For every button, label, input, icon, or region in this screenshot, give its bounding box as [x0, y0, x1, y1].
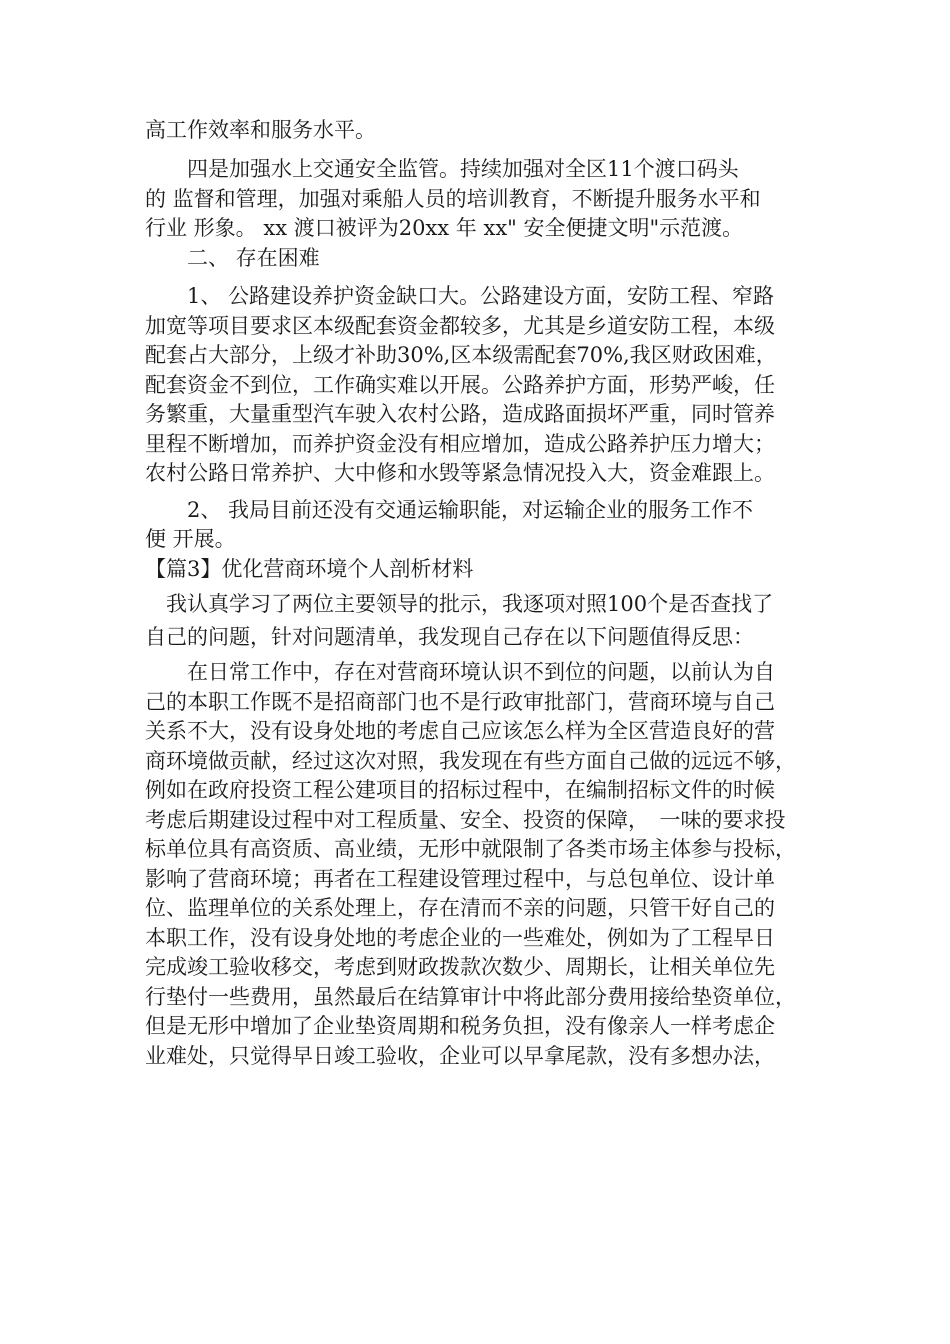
- text-line: 完成竣工验收移交，考虑到财政拨款次数少、周期长，让相关单位先: [145, 955, 775, 979]
- text-line: 例如在政府投资工程公建项目的招标过程中，在编制招标文件的时候: [145, 778, 775, 802]
- text-line: 影响了营商环境；再者在工程建设管理过程中，与总包单位、设计单: [145, 867, 775, 891]
- text-line: 在日常工作中，存在对营商环境认识不到位的问题，以前认为自: [145, 660, 775, 684]
- text-line: 加宽等项目要求区本级配套资金都较多，尤其是乡道安防工程，本级: [145, 314, 775, 338]
- text-line: 里程不断增加，而养护资金没有相应增加，造成公路养护压力增大；: [145, 432, 775, 456]
- text-line: 商环境做贡献，经过这次对照，我发现在有些方面自己做的远远不够，: [145, 749, 796, 773]
- section-heading: 二、 存在困难: [145, 246, 320, 270]
- text-line: 己的本职工作既不是招商部门也不是行政审批部门，营商环境与自己: [145, 690, 775, 714]
- text-line: 农村公路日常养护、大中修和水毁等紧急情况投入大，资金难跟上。: [145, 461, 775, 485]
- section-heading: 【篇3】优化营商环境个人剖析材料: [145, 557, 474, 581]
- text-line: 务繁重，大量重型汽车驶入农村公路，造成路面损坏严重，同时管养: [145, 402, 775, 426]
- text-line: 考虑后期建设过程中对工程质量、安全、投资的保障， 一味的要求投: [145, 808, 786, 832]
- text-line: 便 开展。: [145, 527, 236, 551]
- text-line: 四是加强水上交通安全监管。持续加强对全区11个渡口码头: [145, 157, 739, 181]
- text-line: 本职工作，没有设身处地的考虑企业的一些难处，例如为了工程早日: [145, 926, 775, 950]
- text-line: 我认真学习了两位主要领导的批示，我逐项对照100个是否查找了: [145, 592, 774, 616]
- text-line: 的 监督和管理，加强对乘船人员的培训教育，不断提升服务水平和: [145, 187, 761, 211]
- text-line: 业难处，只觉得早日竣工验收，企业可以早拿尾款，没有多想办法，: [145, 1044, 775, 1068]
- text-line: 高工作效率和服务水平。: [145, 118, 376, 142]
- text-line: 行垫付一些费用，虽然最后在结算审计中将此部分费用接给垫资单位，: [145, 985, 796, 1009]
- text-line: 1、 公路建设养护资金缺口大。公路建设方面，安防工程、窄路: [145, 284, 775, 308]
- text-line: 标单位具有高资质、高业绩，无形中就限制了各类市场主体参与投标，: [145, 837, 796, 861]
- text-line: 2、 我局目前还没有交通运输职能，对运输企业的服务工作不: [145, 498, 754, 522]
- text-line: 自己的问题，针对问题清单，我发现自己存在以下问题值得反思：: [145, 625, 754, 649]
- text-line: 位、监理单位的关系处理上，存在清而不亲的问题，只管干好自己的: [145, 896, 775, 920]
- text-line: 配套占大部分，上级才补助30%,区本级需配套70%,我区财政困难，: [145, 343, 777, 367]
- text-line: 关系不大，没有设身处地的考虑自己应该怎么样为全区营造良好的营: [145, 719, 775, 743]
- text-line: 但是无形中增加了企业垫资周期和税务负担，没有像亲人一样考虑企: [145, 1014, 775, 1038]
- text-line: 行业 形象。 xx 渡口被评为20xx 年 xx" 安全便捷文明"示范渡。: [145, 216, 744, 240]
- text-line: 配套资金不到位，工作确实难以开展。公路养护方面，形势严峻，任: [145, 373, 775, 397]
